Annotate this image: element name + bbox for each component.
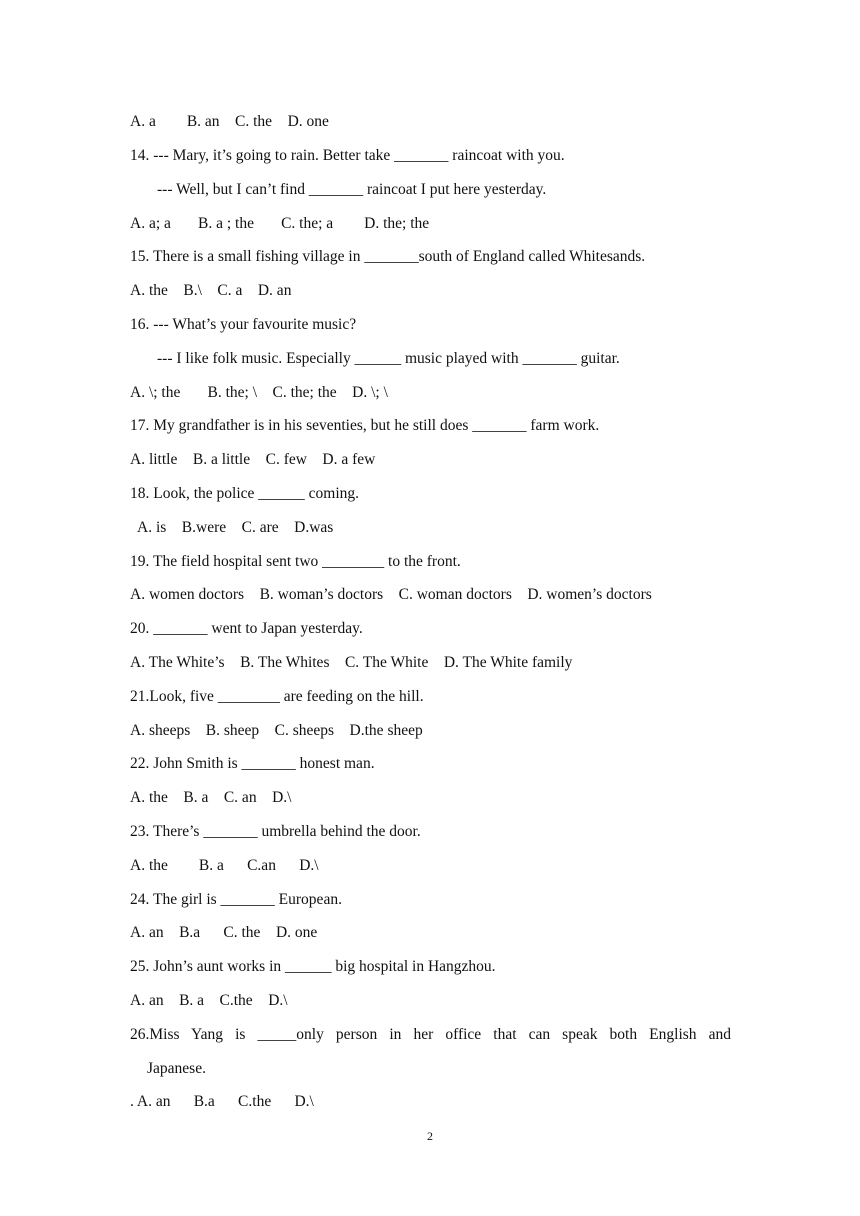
q23-question: 23. There’s _______ umbrella behind the door. [130,823,421,840]
q14-reply: --- Well, but I can’t find _______ raincoat I put here yesterday. [157,181,547,198]
q25-options: A. an B. a C.the D.\ [130,992,288,1009]
q22-question: 22. John Smith is _______ honest man. [130,755,375,772]
q18-question: 18. Look, the police ______ coming. [130,485,360,502]
q13-options: A. a B. an C. the D. one [130,113,329,130]
q20-question: 20. _______ went to Japan yesterday. [130,620,363,637]
q15-options: A. the B.\ C. a D. an [130,282,292,299]
q16-question: 16. --- What’s your favourite music? [130,316,357,333]
q26-options: . A. an B.a C.the D.\ [130,1093,314,1110]
q16-options: A. \; the B. the; \ C. the; the D. \; \ [130,384,388,401]
q20-options: A. The White’s B. The Whites C. The White D. The White family [130,654,573,671]
q21-options: A. sheeps B. sheep C. sheeps D.the sheep [130,722,423,739]
q14-question: 14. --- Mary, it’s going to rain. Better take _______ raincoat with you. [130,147,565,164]
q25-question: 25. John’s aunt works in ______ big hospital in Hangzhou. [130,958,496,975]
q23-options: A. the B. a C.an D.\ [130,857,319,874]
q15-question: 15. There is a small fishing village in _______south of England called Whitesands. [130,248,646,265]
q24-question: 24. The girl is _______ European. [130,891,342,908]
q18-options: A. is B.were C. are D.was [137,519,334,536]
q16-reply: --- I like folk music. Especially ______ music played with _______ guitar. [157,350,620,367]
q17-options: A. little B. a little C. few D. a few [130,451,376,468]
page-number: 2 [427,1129,433,1143]
q17-question: 17. My grandfather is in his seventies, but he still does _______ farm work. [130,417,600,434]
q22-options: A. the B. a C. an D.\ [130,789,292,806]
q26-question-continued: Japanese. [147,1060,206,1077]
q24-options: A. an B.a C. the D. one [130,924,318,941]
q21-question: 21.Look, five ________ are feeding on the hill. [130,688,424,705]
q26-question: 26.Miss Yang is _____only person in her office that can speak both English and [130,1026,731,1043]
q19-options: A. women doctors B. woman’s doctors C. woman doctors D. women’s doctors [130,586,652,603]
q14-options: A. a; a B. a ; the C. the; a D. the; the [130,215,430,232]
q19-question: 19. The field hospital sent two ________ to the front. [130,553,461,570]
